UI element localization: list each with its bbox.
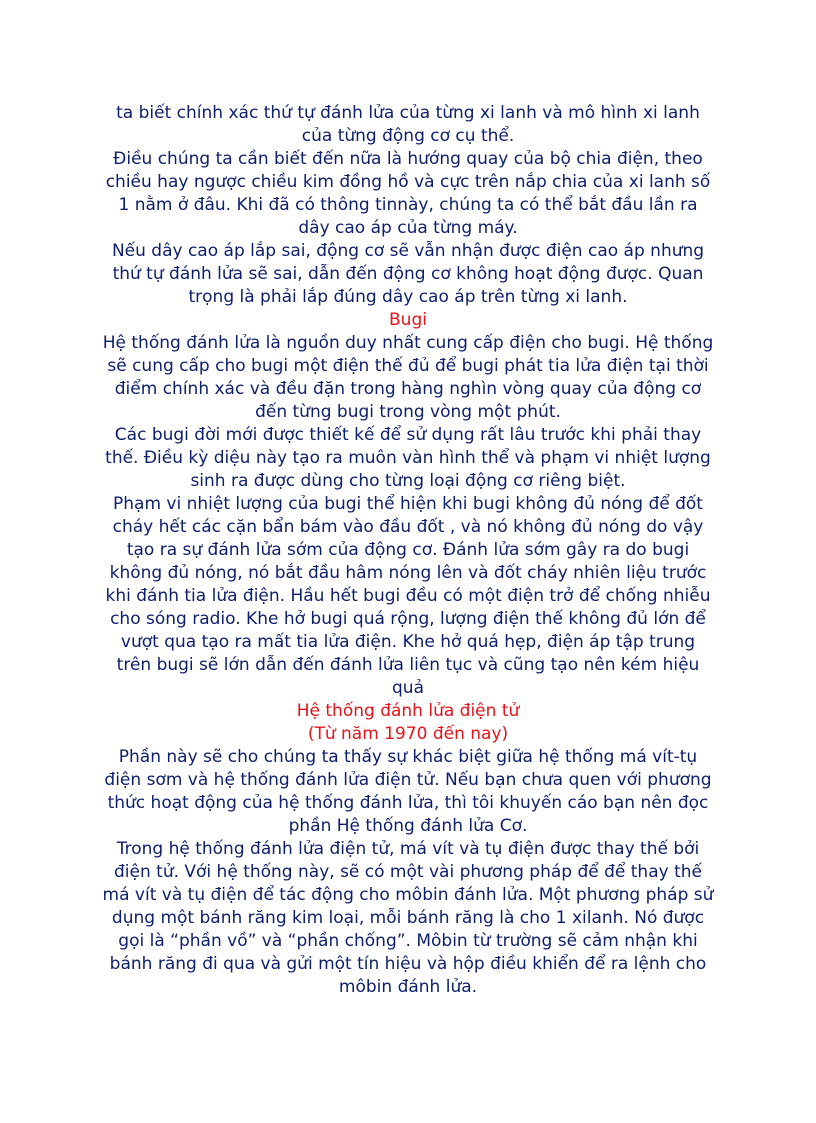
paragraph-line: gọi là “phần vồ” và “phần chống”. Môbin từ trường sẽ cảm nhận khi — [118, 931, 698, 951]
paragraph-line: trọng là phải lắp đúng dây cao áp trên từng xi lanh. — [188, 287, 628, 307]
paragraph-line: tạo ra sự đánh lửa sớm của động cơ. Đánh lửa sớm gây ra do bugi — [126, 540, 690, 560]
paragraph-line: quả — [392, 678, 424, 698]
paragraph-line: dây cao áp của từng máy. — [298, 218, 518, 238]
paragraph-line: má vít và tụ điện để tác động cho môbin đánh lửa. Một phương pháp sử — [102, 885, 714, 905]
paragraph-line: thứ tự đánh lửa sẽ sai, dẫn đến động cơ không hoạt động được. Quan — [112, 264, 704, 284]
paragraph-line: Phần này sẽ cho chúng ta thấy sự khác biệt giữa hệ thống má vít-tụ — [118, 747, 698, 767]
paragraph-line: của từng động cơ cụ thể. — [301, 126, 515, 146]
paragraph-line: thức hoạt động của hệ thống đánh lửa, thì tôi khuyến cáo bạn nên đọc — [107, 793, 709, 813]
paragraph-line: điện tử. Với hệ thống này, sẽ có một vài phương pháp để để thay thế — [114, 862, 702, 882]
paragraph-line: Các bugi đời mới được thiết kế để sử dụng rất lâu trước khi phải thay — [114, 425, 702, 445]
paragraph-line: sẽ cung cấp cho bugi một điện thế đủ để bugi phát tia lửa điện tại thời — [107, 356, 709, 376]
paragraph-line: đến từng bugi trong vòng một phút. — [255, 402, 561, 422]
paragraph-line: Điều chúng ta cần biết đến nữa là hướng quay của bộ chia điện, theo — [113, 149, 703, 169]
paragraph-line: dụng một bánh răng kim loại, mỗi bánh răng là cho 1 xilanh. Nó được — [111, 908, 705, 928]
paragraph-line: bánh răng đi qua và gửi một tín hiệu và hộp điều khiển để ra lệnh cho — [109, 954, 707, 974]
paragraph-line: ta biết chính xác thứ tự đánh lửa của từng xi lanh và mô hình xi lanh — [116, 103, 700, 123]
paragraph-line: môbin đánh lửa. — [338, 977, 478, 997]
paragraph-line: vượt qua tạo ra mất tia lửa điện. Khe hở quá hẹp, điện áp tập trung — [120, 632, 696, 652]
paragraph-line: cho sóng radio. Khe hở bugi quá rộng, lượng điện thế không đủ lớn để — [110, 609, 706, 629]
paragraph-line: Phạm vi nhiệt lượng của bugi thể hiện khi bugi không đủ nóng để đốt — [113, 494, 703, 514]
paragraph-line: thế. Điều kỳ diệu này tạo ra muôn vàn hình thể và phạm vi nhiệt lượng — [105, 448, 711, 468]
paragraph-line: Hệ thống đánh lửa là nguồn duy nhất cung cấp điện cho bugi. Hệ thống — [102, 333, 714, 353]
paragraph-line: trên bugi sẽ lớn dẫn đến đánh lửa liên tục và cũng tạo nên kém hiệu — [116, 655, 700, 675]
paragraph-line: sinh ra được dùng cho từng loại động cơ riêng biệt. — [190, 471, 626, 491]
section-subheading-period: (Từ năm 1970 đến nay) — [307, 724, 509, 744]
paragraph-line: khi đánh tia lửa điện. Hầu hết bugi đều có một điện trở để chống nhiễu — [105, 586, 711, 606]
paragraph-line: chiều hay ngược chiều kim đồng hồ và cực trên nắp chia của xi lanh số — [105, 172, 711, 192]
paragraph-line: cháy hết các cặn bẩn bám vào đầu đốt , và nó không đủ nóng do vậy — [112, 517, 704, 537]
paragraph-line: điểm chính xác và đều đặn trong hàng nghìn vòng quay của động cơ — [114, 379, 702, 399]
paragraph-line: Trong hệ thống đánh lửa điện tử, má vít và tụ điện được thay thế bởi — [116, 839, 700, 859]
paragraph-line: phần Hệ thống đánh lửa Cơ. — [288, 816, 528, 836]
paragraph-line: không đủ nóng, nó bắt đầu hâm nóng lên và đốt cháy nhiên liệu trước — [109, 563, 707, 583]
paragraph-line: Nếu dây cao áp lắp sai, động cơ sẽ vẫn nhận được điện cao áp nhưng — [111, 241, 705, 261]
section-heading-electronic-ignition: Hệ thống đánh lửa điện tử — [296, 701, 520, 721]
paragraph-line: 1 nằm ở đâu. Khi đã có thông tinnày, chúng ta có thể bắt đầu lần ra — [118, 195, 698, 215]
paragraph-line: điện sơm và hệ thống đánh lửa điện tử. Nếu bạn chưa quen với phương — [104, 770, 712, 790]
document-page — [100, 102, 716, 999]
section-heading-bugi: Bugi — [389, 310, 427, 330]
